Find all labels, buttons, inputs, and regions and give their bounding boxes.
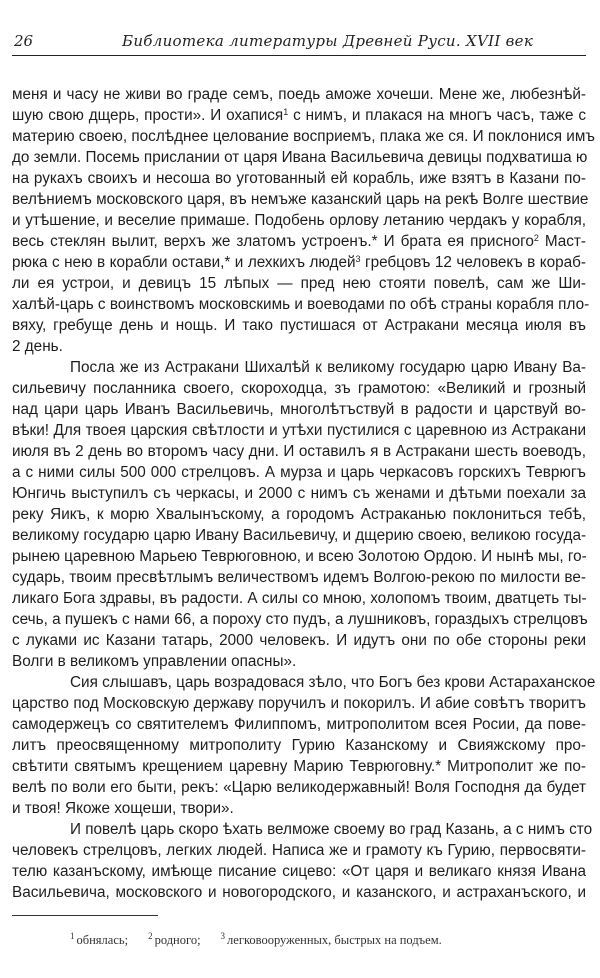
text-line: сечь, а пушекъ с нами 66, а пороху сто пудъ, а лушниковъ, гораздыхъ стрелцовъ (12, 611, 588, 628)
text-line: самодержецъ со святителемъ Филиппомъ, митрополитом всея Росии, да пове- (12, 716, 586, 733)
text-line: Васильевича, московского и новогородского, и казанского, и астраханъского, и (12, 884, 586, 901)
footnote (221, 928, 442, 948)
text-line: сильевичу посланника своего, скороходца, зъ грамотою: «Великий и грозный (12, 380, 586, 397)
text-line: человекъ стрелцовъ, легких людей. Написа же и грамоту къ Гурию, первосвяти- (12, 842, 586, 859)
text-line: свѣтити святымъ крещением царевну Марию Теврюговну.* Митрополит же по- (12, 758, 586, 775)
page-number: 26 (14, 32, 34, 50)
footnote-text: обнялась; (76, 933, 129, 947)
text-line: ликаго Бога здравы, въ радости. А силы со мною, холопомъ твоим, дватцеть ты- (12, 590, 587, 607)
text-line: ли ея устрои, и девицъ 15 лѣпых — пред нею стояти повелѣ, сам же Ши- (12, 275, 586, 292)
text-line: а с ними силы 500 000 стрелцовъ. А мурза и царь черкасовъ горскихъ Теврюгъ (12, 464, 586, 481)
running-title: Библиотека литературы Древней Руси. XVII век (122, 32, 534, 50)
footnote (148, 928, 200, 948)
text-line: на рукахъ своихъ и несоша во уготованный ей корабль, иже взятъ в Казани по- (12, 170, 586, 187)
footnote-mark: 1 (70, 931, 75, 941)
text-line: сударь, твоим пресвѣтлымъ величествомъ идемъ Волгою-рекою по милости ве- (12, 569, 586, 586)
text-line: Юнгичь выступилъ съ черкасы, и 2000 с нимъ съ женами и дѣтьми поехали за (12, 485, 586, 502)
text-line: материю своею, послѣднее целование восприемъ, плака же ся. И поклонися имъ (12, 128, 595, 145)
text-line: шую свою дщерь, прости». И охапися$^1$ с нимъ, и плакася на многъ часъ, таже с (12, 107, 586, 124)
text-line: велѣ по воли его быти, рекъ: «Царю великодержавный! Воля Господня да будет (12, 779, 586, 796)
footnote-rule (12, 915, 158, 916)
text-line: литъ преосвященному митрополиту Гурию Казанскому и Свияжскому про- (12, 737, 586, 754)
text-line: вяху, гребуще день и нощь. И тако пустишася от Астракани месяца июля въ (12, 317, 586, 334)
footnote-mark: 2 (148, 931, 153, 941)
header-rule (12, 55, 586, 56)
text-line: июля въ 2 день во второмъ часу дни. И оставилъ я в Астракани шесть воеводъ, (12, 443, 586, 460)
footnote-ref: 1 (283, 107, 289, 117)
text-line: И повелѣ царь скоро ѣхать велможе своему во град Казань, а с нимъ сто (70, 821, 593, 838)
footnote-text: родного; (154, 933, 201, 947)
running-head (12, 30, 586, 52)
text-line: и утѣшение, и веселие примаше. Подобень орлову летанию чердакъ у корабля, (12, 212, 586, 229)
text-line: меня и часу не живи во граде семъ, поедь аможе хочеши. Мене же, любезнѣй- (12, 86, 586, 103)
text-line: Посла же из Астракани Шихалѣй к великому государю царю Ивану Ва- (70, 359, 586, 376)
text-line: до земли. Посемь прислании от царя Ивана Васильевича девицы подхватиша ю (12, 149, 588, 166)
text-line: велѣниемъ московского царя, въ немъже казанский царь на рекѣ Волге шествие (12, 191, 589, 208)
footnote (70, 928, 128, 948)
text-line: Волги в великомъ управлении опасны». (12, 653, 297, 670)
text-line: вѣки! Для твоея царския свѣтлости и утѣхи пустилися с царевною из Астракани (12, 422, 586, 439)
text-line: и твоя! Якоже хощеши, твори». (12, 800, 234, 817)
text-line: реку Яикъ, к морю Хвалынъскому, а городомъ Астраканью поклониться тебѣ, (12, 506, 586, 523)
footnote-ref: 2 (533, 233, 539, 243)
text-line: телю казанъскому, имѣюще писание сицево: «От царя и великаго князя Ивана (12, 863, 586, 880)
text-line: великому государю царю Ивану Васильевичу, и дщерию своею, великою госуда- (12, 527, 587, 544)
text-line: с луками ис Казани татарь, 2000 человекъ. И идутъ они по обе стороны реки (12, 632, 586, 649)
footnote-ref: 3 (355, 254, 361, 264)
text-line: весь стеклян вылит, верхъ же златомъ устроенъ.* И брата ея присного$^2$ Маст- (12, 233, 586, 250)
footnotes (70, 928, 462, 948)
text-line: рынею царевною Марьею Теврюговною, и всею Золотою Ордою. И нынѣ мы, го- (12, 548, 587, 565)
text-line: 2 день. (12, 338, 63, 355)
text-line: над цари царь Иванъ Васильевичь, многолѣтъствуй в радости и царствуй во- (12, 401, 586, 418)
body-text (12, 84, 596, 903)
text-line: царство под Московскую державу поручилъ и покорилъ. И абие совѣтъ творитъ (12, 695, 586, 712)
footnote-text: легковооруженных, быстрых на подъем. (227, 933, 442, 947)
text-line: рюка с нею в корабли остави,* и лехкихъ людей$^3$ гребцовъ 12 человекъ в кораб- (12, 254, 586, 271)
text-line: халѣй-царь с воинствомъ московскимь и воеводами по обѣ страны корабля пло- (12, 296, 590, 313)
text-line: Сия слышавъ, царь возрадовася зѣло, что Богъ без крови Астараханское (70, 674, 596, 691)
footnote-mark: 3 (220, 931, 226, 941)
